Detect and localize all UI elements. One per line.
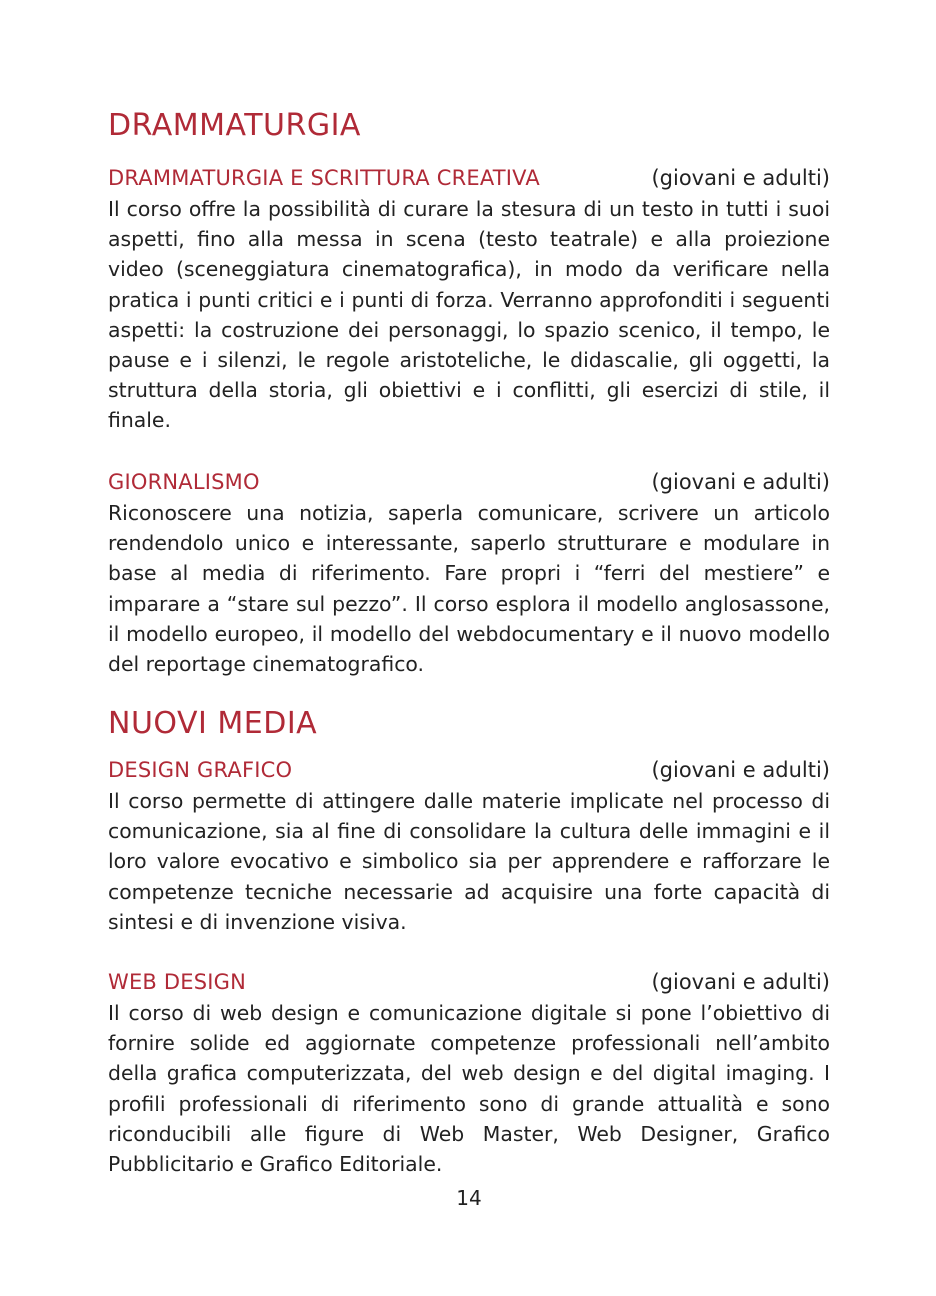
course-description: Il corso permette di attingere dalle materie implicate nel processo di comunicazione, sia al fine di consolidare la cultura delle immagini e il loro valore evocativo e simbolico sia per apprendere e rafforzare le competenze tecniche necessarie ad acquisire una forte capacità di sintesi e di invenzione visiva. — [108, 789, 830, 934]
audience-label: (giovani e adulti) — [651, 470, 830, 494]
course-header — [108, 968, 830, 996]
course-description: Riconoscere una notizia, saperla comunicare, scrivere un articolo rendendolo unico e interessante, saperlo strutturare e modulare in base al media di riferimento. Fare propri i “ferri del mestiere” e imparare a “stare sul pezzo”. Il corso esplora il modello anglosassone, il modello europeo, il modello del webdocumentary e il nuovo modello del reportage cinematografico. — [108, 501, 830, 677]
course-title: DRAMMATURGIA E SCRITTURA CREATIVA — [108, 166, 540, 190]
course-header — [108, 468, 830, 496]
course-description: Il corso di web design e comunicazione digitale si pone l’obiettivo di fornire solide ed aggiornate competenze professionali nell’ambito della grafica computerizzata, del web design e del digital imaging. I profili professionali di riferimento sono di grande attualità e sono riconducibili alle figure di Web Master, Web Designer, Grafico Pubblicitario e Grafico Editoriale. — [108, 1001, 830, 1177]
audience-label: (giovani e adulti) — [651, 758, 830, 782]
audience-label: (giovani e adulti) — [651, 970, 830, 994]
course-title: GIORNALISMO — [108, 470, 260, 494]
page — [108, 0, 830, 1296]
section-title-drammaturgia: DRAMMATURGIA — [108, 108, 361, 143]
course-title: DESIGN GRAFICO — [108, 758, 293, 782]
audience-label: (giovani e adulti) — [651, 166, 830, 190]
course-title: WEB DESIGN — [108, 970, 247, 994]
course-web-design — [108, 968, 830, 1179]
course-drammaturgia-scrittura — [108, 164, 830, 436]
course-design-grafico — [108, 756, 830, 937]
section-title-nuovi-media: NUOVI MEDIA — [108, 706, 318, 741]
page-number: 14 — [456, 1186, 482, 1210]
course-header — [108, 756, 830, 784]
course-header — [108, 164, 830, 192]
course-description: Il corso offre la possibilità di curare la stesura di un testo in tutti i suoi aspetti, fino alla messa in scena (testo teatrale) e alla proiezione video (sceneggiatura cinematografica), in modo da verificare nella pratica i punti critici e i punti di forza. Verranno approfonditi i seguenti aspetti: la costruzione dei personaggi, lo spazio scenico, il tempo, le pause e i silenzi, le regole aristoteliche, le didascalie, gli oggetti, la struttura della storia, gli obiettivi e i conflitti, gli esercizi di stile, il finale. — [108, 197, 830, 433]
course-giornalismo — [108, 468, 830, 679]
